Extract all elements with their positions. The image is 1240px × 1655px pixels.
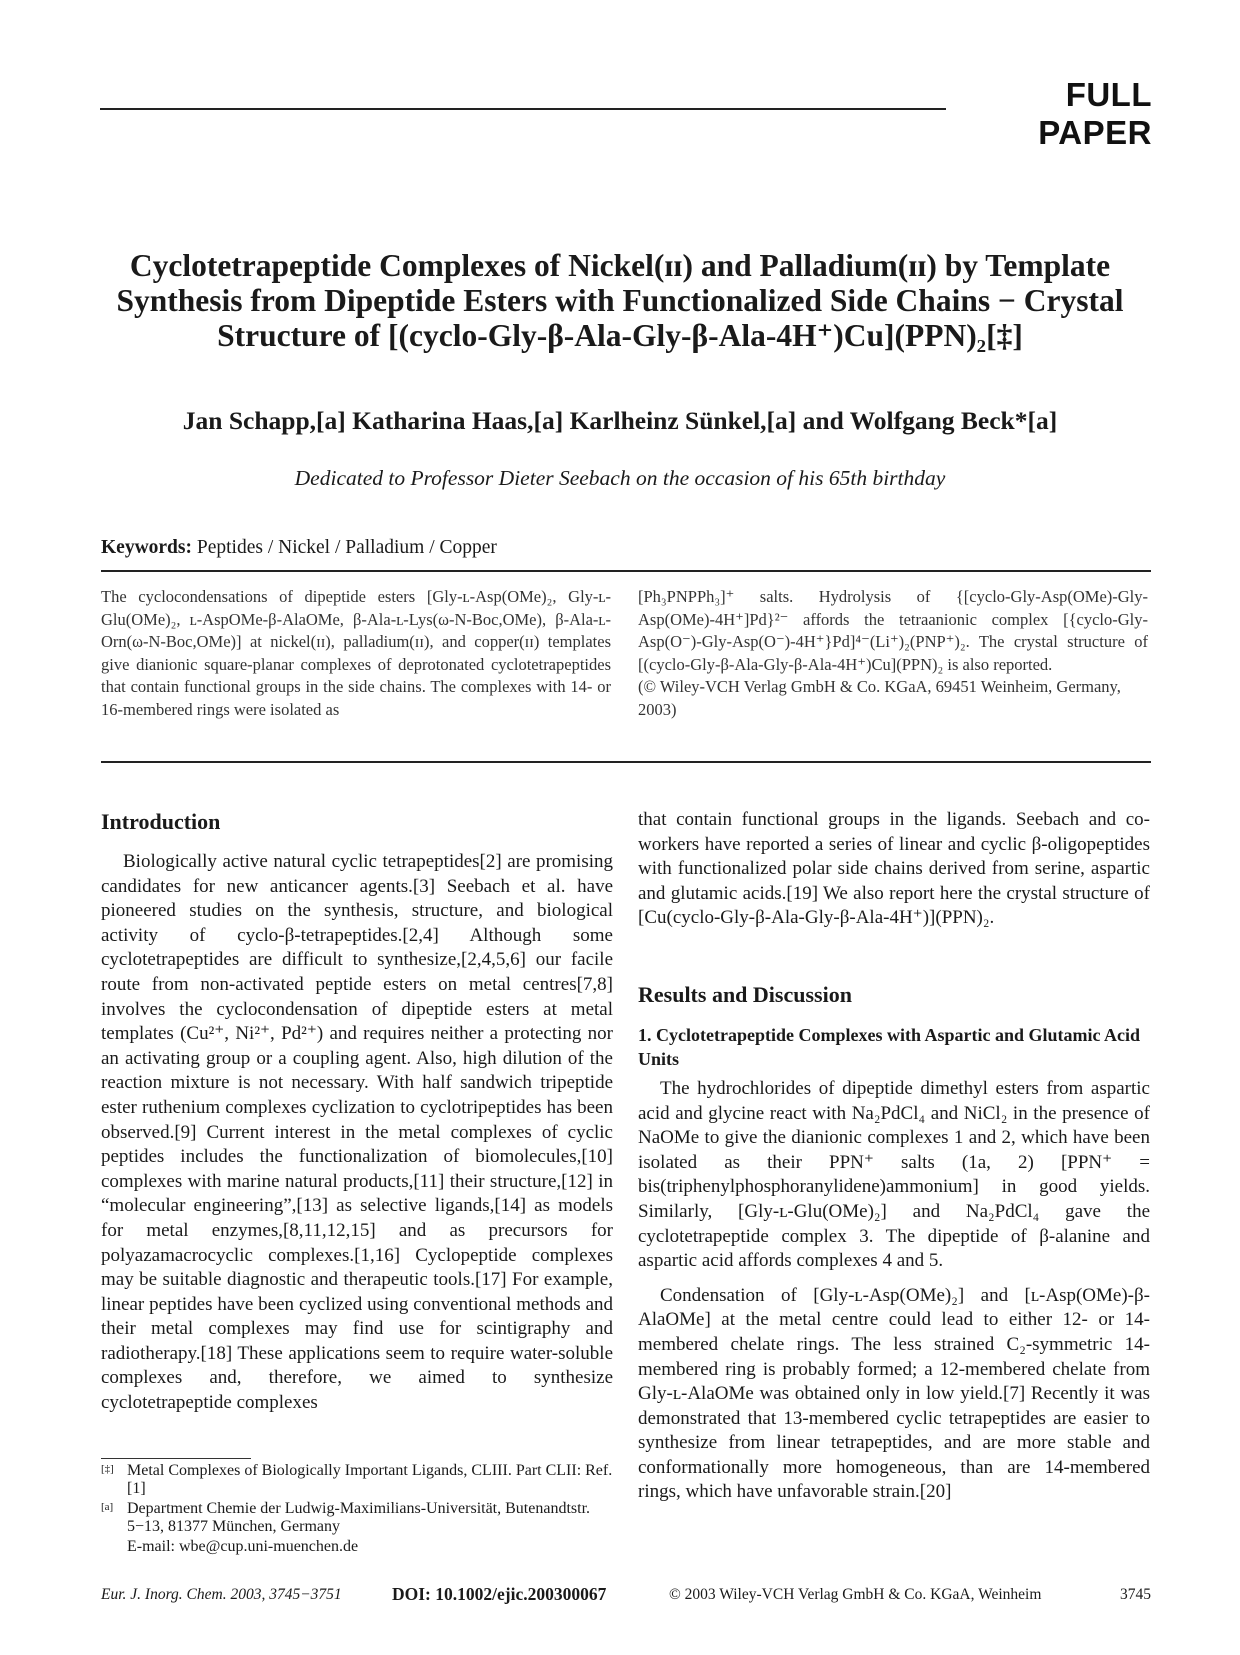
introduction-paragraph: Biologically active natural cyclic tetrapeptides[2] are promising candidates for new anticancer agents.[3] Seebach et al. have pioneered studies on the synthesis, structure, and biological activity of cyclo-β-tetrapeptides.[2,4] Although some cyclotetrapeptides are difficult to synthesize,[2,4,5,6] our facile route from non-activated peptide esters on metal centres[7,8] involves the cyclocondensation of dipeptide esters at metal templates (Cu²⁺, Ni²⁺, Pd²⁺) and requires neither a protecting nor an activating group or a coupling agent. Also, high dilution of the reaction mixture is not necessary. With half sandwich tripeptide ester ruthenium complexes cyclization to cyclotripeptides has been observed.[9] Current interest in the metal complexes of cyclic peptides includes the functionalization of biomolecules,[10] complexes with marine natural products,[11] their structure,[12] in “molecular engineering”,[13] as selective ligands,[14] as models for metal enzymes,[8,11,12,15] and as precursors for polyazamacrocyclic complexes.[1,16] Cyclopeptide complexes may be suitable diagnostic and therapeutic tools.[17] For example, linear peptides have been cyclized using conventional methods and their metal complexes may find use for scintigraphy and radiotherapy.[18] These applications seem to require water-soluble complexes and, therefore, we aimed to synthesize cyclotetrapeptide complexes [101, 851, 613, 1414]
footnote [101, 1538, 613, 1556]
results-paragraph-1: The hydrochlorides of dipeptide dimethyl esters from aspartic acid and glycine react with Na₂PdCl₄ and NiCl₂ in the presence of NaOMe to give the dianionic complexes 1 and 2, which have been isolated as their PPN⁺ salts (1a, 2) [PPN⁺ = bis(triphenylphosphoranylidene)ammonium] in good yields. Similarly, [Gly-ʟ-Glu(OMe)₂] and Na₂PdCl₄ gave the cyclotetrapeptide complex 3. The dipeptide of β-alanine and aspartic acid affords complexes 4 and 5. [638, 1077, 1150, 1272]
right-column [638, 808, 1150, 1505]
page-number: 3745 [1120, 1586, 1151, 1603]
abstract-right-column [638, 586, 1148, 721]
left-column [101, 808, 613, 1416]
abstract-right-text: [Ph₃PNPPh₃]⁺ salts. Hydrolysis of {[cyclo-Gly-Asp(OMe)-Gly-Asp(OMe)-4H⁺]Pd}²⁻ affords the tetraanionic complex [{cyclo-Gly-Asp(O⁻)-Gly-Asp(O⁻)-4H⁺}Pd]⁴⁻(Li⁺)₂(PNP⁺)₂. The crystal structure of [(cyclo-Gly-β-Ala-Gly-β-Ala-4H⁺)Cu](PPN)₂ is also reported. [638, 587, 1148, 674]
page-footer [101, 1586, 1151, 1612]
footer-copyright: © 2003 Wiley-VCH Verlag GmbH & Co. KGaA, Weinheim [669, 1586, 1042, 1603]
results-paragraph-2: Condensation of [Gly-ʟ-Asp(OMe)₂] and [ʟ-Asp(OMe)-β-AlaOMe] at the metal centre could lead to either 12- or 14-membered chelate rings. The less strained C₂-symmetric 14-membered ring is probably formed; a 12-membered chelate from Gly-ʟ-AlaOMe was obtained only in low yield.[7] Recently it was demonstrated that 13-membered cyclic tetrapeptides are easier to synthesize from linear tetrapeptides, and are more stable and conformationally more homogeneous, than are 14-membered rings, which have unfavorable strain.[20] [638, 1284, 1150, 1503]
introduction-continuation: that contain functional groups in the ligands. Seebach and co-workers have reported a series of linear and cyclic β-oligopeptides with functionalized polar side chains derived from serine, aspartic and glutamic acids.[19] We also report here the crystal structure of [Cu(cyclo-Gly-β-Ala-Gly-β-Ala-4H⁺)](PPN)₂. [638, 809, 1150, 929]
keywords [101, 537, 497, 559]
footnote-rule [101, 1458, 251, 1459]
footnote [101, 1462, 613, 1498]
footnote-mark: [a] [101, 1501, 114, 1513]
footnote-text: Department Chemie der Ludwig-Maximilians-Universität, Butenandtstr. 5−13, 81377 München, Germany [127, 1500, 591, 1535]
footnote [101, 1500, 613, 1536]
footer-doi: DOI: 10.1002/ejic.200300067 [392, 1584, 607, 1604]
section-label: FULL PAPER [1038, 76, 1152, 151]
footnote-email: E-mail: wbe@cup.uni-muenchen.de [127, 1538, 359, 1555]
footnote-text: Metal Complexes of Biologically Important Ligands, CLIII. Part CLII: Ref.[1] [127, 1462, 613, 1497]
footnote-mark: [‡] [101, 1463, 114, 1475]
results-subheading: 1. Cyclotetrapeptide Complexes with Aspartic and Glutamic Acid Units [638, 1024, 1140, 1069]
author-list: Jan Schapp,[a] Katharina Haas,[a] Karlheinz Sünkel,[a] and Wolfgang Beck*[a] [182, 406, 1058, 435]
abstract-bottom-rule [101, 761, 1151, 763]
keywords-text: Peptides / Nickel / Palladium / Copper [196, 537, 497, 558]
abstract-left-column: The cyclocondensations of dipeptide esters [Gly-ʟ-Asp(OMe)₂, Gly-ʟ-Glu(OMe)₂, ʟ-AspOMe-β-AlaOMe, β-Ala-ʟ-Lys(ω-N-Boc,OMe), β-Ala-ʟ-Orn(ω-N-Boc,OMe)] at nickel(ɪɪ), palladium(ɪɪ), and copper(ɪɪ) templates give dianionic square-planar complexes of deprotonated cyclotetrapeptides that contain functional groups in the side chains. The complexes with 14- or 16-membered rings were isolated as [101, 587, 611, 719]
results-heading: Results and Discussion [638, 981, 852, 1007]
abstract-copyright: (© Wiley-VCH Verlag GmbH & Co. KGaA, 69451 Weinheim, Germany, 2003) [638, 677, 1121, 719]
footnotes [101, 1462, 613, 1558]
dedication: Dedicated to Professor Dieter Seebach on the occasion of his 65th birthday [294, 466, 946, 490]
footnote-mark [101, 1536, 127, 1554]
footer-journal: Eur. J. Inorg. Chem. 2003, 3745−3751 [101, 1586, 342, 1603]
header-rule [100, 108, 946, 110]
paper-title: Cyclotetrapeptide Complexes of Nickel(ɪɪ) and Palladium(ɪɪ) by Template Synthesis from Dipeptide Esters with Functionalized Side Chains − Crystal Structure of [(cyclo-Gly-β-Ala-Gly-β-Ala-4H⁺)Cu](PPN)₂[‡] [116, 248, 1124, 353]
abstract-top-rule [101, 570, 1151, 572]
introduction-heading: Introduction [101, 809, 221, 834]
keywords-label: Keywords: [101, 537, 192, 558]
